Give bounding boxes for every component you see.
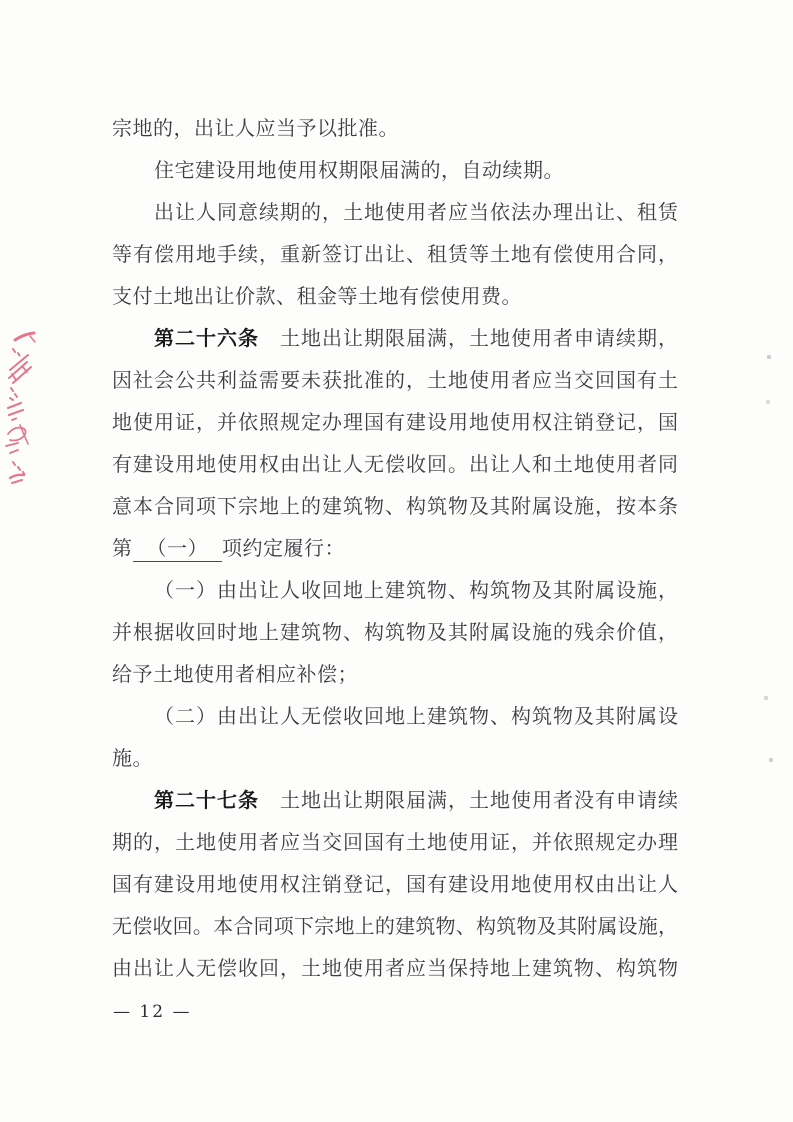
text-line xyxy=(112,443,678,485)
red-ink-annotation-icon xyxy=(0,322,36,492)
text-line xyxy=(112,779,678,821)
text-line xyxy=(112,149,678,191)
text-line xyxy=(112,191,678,233)
text-segment: 并根据收回时地上建筑物、构筑物及其附属设施的残余价值， xyxy=(112,620,678,644)
text-line xyxy=(112,905,678,947)
text-segment: 无偿收回。本合同项下宗地上的建筑物、构筑物及其附属设施， xyxy=(112,914,678,938)
text-segment: （一）由出让人收回地上建筑物、构筑物及其附属设施， xyxy=(154,578,678,602)
scan-speck xyxy=(769,758,773,762)
text-segment-bold: 第二十七条 xyxy=(154,788,259,812)
text-segment: 等有偿用地手续，重新签订出让、租赁等土地有偿使用合同， xyxy=(112,242,678,266)
text-segment: 支付土地出让价款、租金等土地有偿使用费。 xyxy=(112,284,522,308)
text-line xyxy=(112,359,678,401)
text-line xyxy=(112,611,678,653)
text-line xyxy=(112,527,678,569)
text-segment: 有建设用地使用权由出让人无偿收回。出让人和土地使用者同 xyxy=(112,452,678,476)
text-segment: 期的，土地使用者应当交回国有土地使用证，并依照规定办理 xyxy=(112,830,678,854)
text-line xyxy=(112,107,678,149)
text-line xyxy=(112,317,678,359)
text-segment: 住宅建设用地使用权期限届满的，自动续期。 xyxy=(154,158,564,182)
text-segment: 项约定履行： xyxy=(222,536,345,560)
text-line xyxy=(112,863,678,905)
text-segment: 宗地的，出让人应当予以批准。 xyxy=(112,116,399,140)
text-segment: 意本合同项下宗地上的建筑物、构筑物及其附属设施，按本条 xyxy=(112,494,678,518)
text-line xyxy=(112,947,678,989)
scan-speck xyxy=(764,696,768,700)
text-line xyxy=(112,275,678,317)
text-segment: 由出让人无偿收回，土地使用者应当保持地上建筑物、构筑物 xyxy=(112,956,678,980)
text-line xyxy=(112,401,678,443)
text-line xyxy=(112,695,678,737)
text-segment: 施。 xyxy=(112,746,153,770)
text-segment: 土地出让期限届满，土地使用者没有申请续 xyxy=(259,788,678,812)
text-line xyxy=(112,485,678,527)
contract-text-block xyxy=(112,107,678,989)
text-segment: 国有建设用地使用权注销登记，国有建设用地使用权由出让人 xyxy=(112,872,678,896)
scan-speck xyxy=(766,400,770,404)
page-number: — 12 — xyxy=(113,1002,192,1022)
text-segment: 土地出让期限届满，土地使用者申请续期， xyxy=(259,326,678,350)
text-segment: 给予土地使用者相应补偿； xyxy=(112,662,358,686)
text-line xyxy=(112,821,678,863)
text-segment-underline: （一） xyxy=(133,535,223,562)
scan-speck xyxy=(767,355,771,359)
text-segment: 第 xyxy=(112,536,133,560)
text-line xyxy=(112,653,678,695)
text-segment: （二）由出让人无偿收回地上建筑物、构筑物及其附属设 xyxy=(154,704,678,728)
text-line xyxy=(112,737,678,779)
text-segment: 因社会公共利益需要未获批准的，土地使用者应当交回国有土 xyxy=(112,368,678,392)
text-segment: 地使用证，并依照规定办理国有建设用地使用权注销登记，国 xyxy=(112,410,678,434)
red-ink-strokes xyxy=(6,333,35,483)
text-line xyxy=(112,233,678,275)
text-line xyxy=(112,569,678,611)
text-segment-bold: 第二十六条 xyxy=(154,326,259,350)
text-segment: 出让人同意续期的，土地使用者应当依法办理出让、租赁 xyxy=(154,200,678,224)
